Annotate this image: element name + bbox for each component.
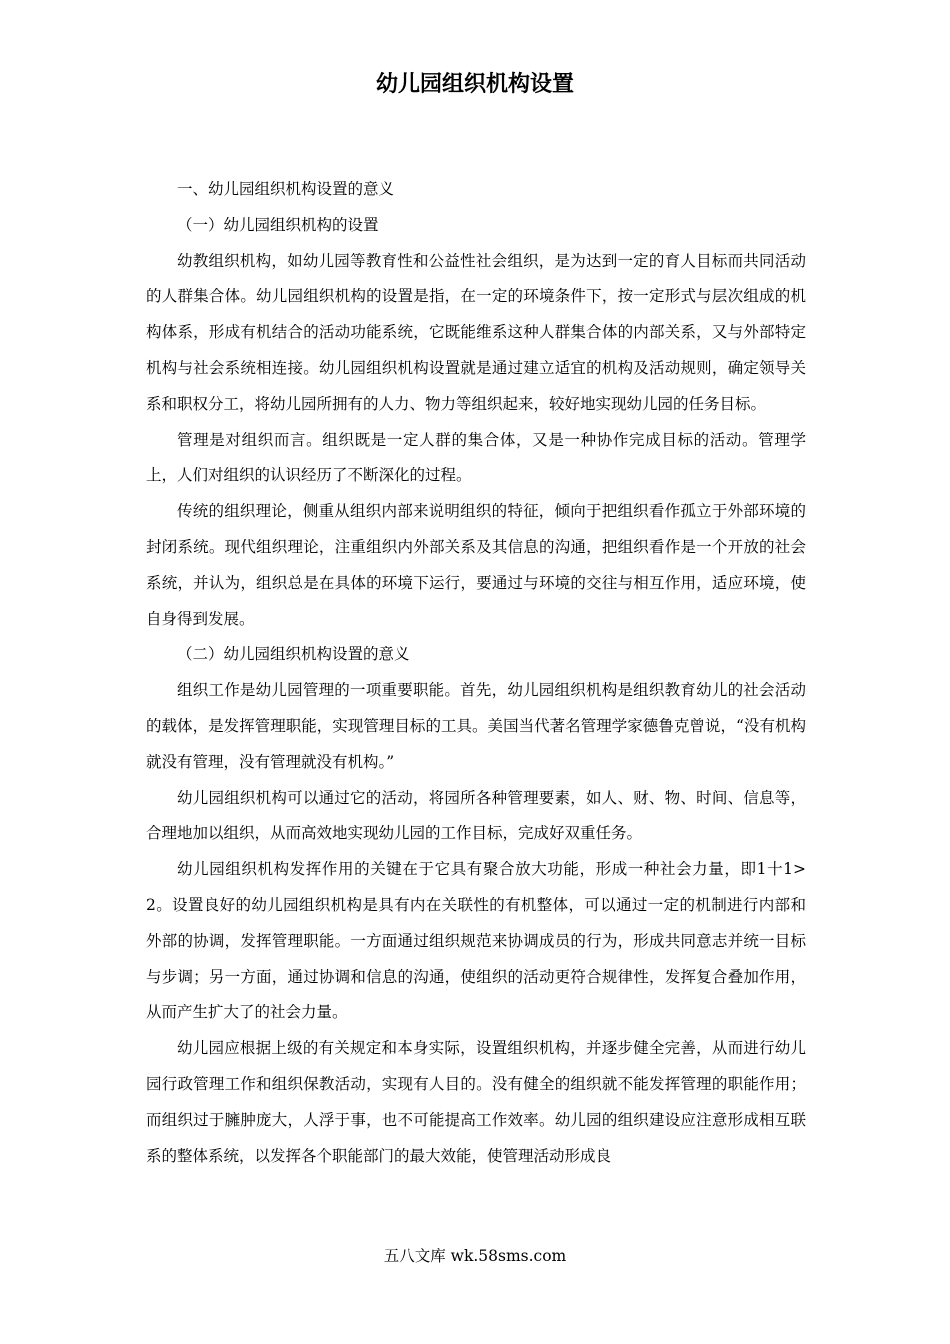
paragraph: 幼儿园应根据上级的有关规定和本身实际，设置组织机构，并逐步健全完善，从而进行幼儿园行政管理工作和组织保教活动，实现有人目的。没有健全的组织就不能发挥管理的职能作用；而组织过于臃肿庞大，人浮于事，也不可能提高工作效率。幼儿园的组织建设应注意形成相互联系的整体系统，以发挥各个职能部门的最大效能，使管理活动形成良 bbox=[146, 1039, 806, 1165]
subsection-heading: （一）幼儿园组织机构的设置 bbox=[177, 215, 379, 234]
paragraph: 幼教组织机构，如幼儿园等教育性和公益性社会组织，是为达到一定的育人目标而共同活动的人群集合体。幼儿园组织机构的设置是指，在一定的环境条件下，按一定形式与层次组成的机构体系，形成有机结合的活动功能系统，它既能维系这种人群集合体的内部关系，又与外部特定机构与社会系统相连接。幼儿园组织机构设置就是通过建立适宜的机构及活动规则，确定领导关系和职权分工，将幼儿园所拥有的人力、物力等组织起来，较好地实现幼儿园的任务目标。 bbox=[146, 251, 806, 413]
paragraph: 传统的组织理论，侧重从组织内部来说明组织的特征，倾向于把组织看作孤立于外部环境的封闭系统。现代组织理论，注重组织内外部关系及其信息的沟通，把组织看作是一个开放的社会系统，并认为，组织总是在具体的环境下运行，要通过与环境的交往与相互作用，适应环境，使自身得到发展。 bbox=[146, 502, 806, 628]
document-body bbox=[146, 172, 806, 1174]
document-title: 幼儿园组织机构设置 bbox=[375, 71, 574, 97]
section-heading: 一、幼儿园组织机构设置的意义 bbox=[177, 180, 395, 198]
page-footer: 五八文库 wk.58sms.com bbox=[383, 1247, 567, 1265]
paragraph: 幼儿园组织机构发挥作用的关键在于它具有聚合放大功能，形成一种社会力量，即1十1>2。设置良好的幼儿园组织机构是具有内在关联性的有机整体，可以通过一定的机制进行内部和外部的协调，发挥管理职能。一方面通过组织规范来协调成员的行为，形成共同意志并统一目标与步调；另一方面，通过协调和信息的沟通，使组织的活动更符合规律性，发挥复合叠加作用，从而产生扩大了的社会力量。 bbox=[146, 860, 806, 1022]
paragraph: 管理是对组织而言。组织既是一定人群的集合体，又是一种协作完成目标的活动。管理学上，人们对组织的认识经历了不断深化的过程。 bbox=[146, 430, 806, 485]
paragraph: 幼儿园组织机构可以通过它的活动，将园所各种管理要素，如人、财、物、时间、信息等，合理地加以组织，从而高效地实现幼儿园的工作目标，完成好双重任务。 bbox=[146, 788, 806, 843]
subsection-heading: （二）幼儿园组织机构设置的意义 bbox=[177, 645, 410, 664]
paragraph: 组织工作是幼儿园管理的一项重要职能。首先，幼儿园组织机构是组织教育幼儿的社会活动的载体，是发挥管理职能，实现管理目标的工具。美国当代著名管理学家德鲁克曾说，“没有机构就没有管理，没有管理就没有机构。” bbox=[146, 681, 806, 771]
